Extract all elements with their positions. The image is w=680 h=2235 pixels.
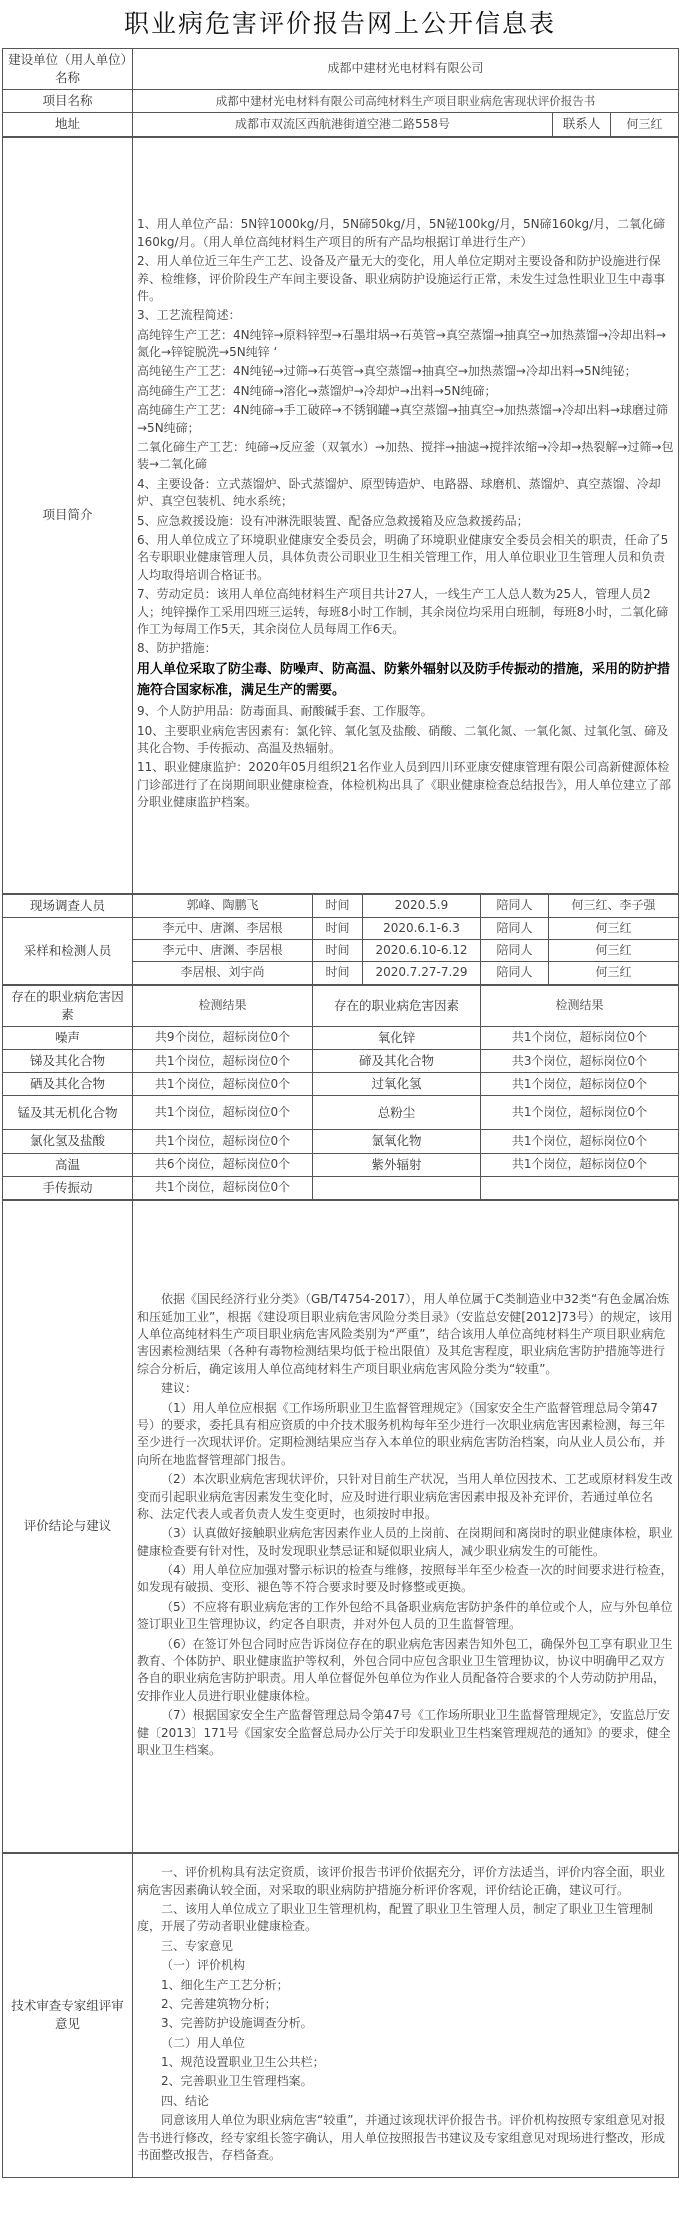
contact-value: 何三红: [611, 113, 679, 136]
hazard-row: [3, 1153, 679, 1176]
hazard-result: 共1个岗位，超标岗位0个: [133, 1176, 313, 1199]
hazard-result: 共1个岗位，超标岗位0个: [133, 1050, 313, 1073]
hazard-factor: 噪声: [3, 1027, 133, 1050]
hazard-factor: 氧化锌: [313, 1027, 481, 1050]
paragraph: 7、劳动定员：该用人单位高纯材料生产项目共计27人，一线生产工人总人数为25人，管理人员2人；纯锌操作工采用四班三运转，每班8小时工作制，其余岗位均采用白班制，每班8小时，二氧化碲作工为每周工作5天，其余岗位人员每周工作6天。: [137, 587, 669, 636]
paragraph: 9、个人防护用品：防毒面具、耐酸碱手套、工作服等。: [137, 704, 433, 719]
hazard-result: 共1个岗位，超标岗位0个: [133, 1073, 313, 1096]
survey-acc-label: 陪同人: [481, 894, 549, 917]
profile-content: [133, 137, 679, 893]
review-label: 技术审查专家组评审意见: [3, 1853, 133, 2177]
project-label: 项目名称: [3, 90, 133, 113]
paragraph: 依据《国民经济行业分类》（GB/T4754-2017），用人单位属于C类制造业中32类“有色金属冶炼和压延加工业”，根据《建设项目职业病危害风险分类目录》（安监总安健[2012]73号）的规定，该用人单位高纯材料生产项目职业病危害风险类别为“严重”，结合该用人单位高纯材料生产项目职业病危害因素检测结果（各种有毒物检测结果均低于检出限值）及其危害程度，职业病危害防护措施等进行综合分析后，确定该用人单位高纯材料生产项目职业病危害风险分类为“较重”。: [137, 1292, 673, 1376]
hazard-factor: 硒及其化合物: [3, 1073, 133, 1096]
paragraph: （6）在签订外包合同时应告诉岗位存在的职业病危害因素告知外包工，确保外包工享有职业卫生教育、个体防护、职业健康监护等权利，外包合同中应包含职业卫生管理协议，协议中明确甲乙双方各自的职业病危害防护职责。用人单位督促外包单位为作业人员配备符合要求的个人劳动防护用品，安排作业人员进行职业健康体检。: [137, 1636, 673, 1703]
hazard-rows: [3, 1027, 679, 1200]
survey-time: 2020.6.10-6.12: [363, 940, 481, 962]
hazard-row: [3, 1130, 679, 1153]
hazard-factor: 锰及其无机化合物: [3, 1096, 133, 1130]
survey-time: 2020.6.1-6.3: [363, 917, 481, 939]
hazard-factor: 氯氧化物: [313, 1130, 481, 1153]
hazard-factor: 过氧化氢: [313, 1073, 481, 1096]
hazard-factor: 锑及其化合物: [3, 1050, 133, 1073]
survey-time-label: 时间: [313, 894, 363, 917]
paragraph: 1、用人单位产品：5N锌1000kg/月，5N碲50kg/月，5N铋100kg/月，5N碲160kg/月，二氧化碲160kg/月。（用人单位高纯材料生产项目的所有产品均根据订单进行生产）: [137, 217, 666, 249]
paragraph: 二氧化碲生产工艺：纯碲→反应釜（双氧水）→加热、搅拌→抽滤→搅拌浓缩→冷却→热裂解→过筛→包装→二氧化碲: [137, 440, 674, 472]
hazard-row: [3, 1050, 679, 1073]
unit-label: 建设单位（用人单位）名称: [3, 49, 133, 90]
paragraph: 11、职业健康监护：2020年05月组织21名作业人员到四川环亚康安健康管理有限公司高新健源体检门诊部进行了在岗期间职业健康检查，体检机构出具了《职业健康检查总结报告》，用人单位建立了部分职业健康监护档案。: [137, 760, 672, 810]
hazard-factor: 紫外辐射: [313, 1153, 481, 1176]
conclusion-content: [133, 1200, 679, 1852]
hazard-result: 共1个岗位，超标岗位0个: [481, 1153, 679, 1176]
paragraph: 四、结论: [161, 2093, 210, 2108]
survey-time-label: 时间: [313, 940, 363, 962]
project-value: 成都中建材光电材料有限公司高纯材料生产项目职业病危害现状评价报告书: [133, 90, 679, 113]
conclusion-label: 评价结论与建议: [3, 1200, 133, 1852]
survey-time-label: 时间: [313, 962, 363, 984]
contact-label: 联系人: [553, 113, 611, 136]
hazard-factor: 高温: [3, 1153, 133, 1176]
hazard-factor: 手传振动: [3, 1176, 133, 1199]
survey-table: [2, 894, 679, 985]
paragraph: （1）用人单位应根据《工作场所职业卫生监督管理规定》（国家安全生产监督管理总局令第47号）的要求，委托具有相应资质的中介技术服务机构每年至少进行一次职业病危害因素检测，每三年至少进行一次现状评价。定期检测结果应当存入本单位的职业病危害防治档案，向从业人员公布，并向所在地监督管理部门报告。: [137, 1400, 666, 1467]
survey-acc-label: 陪同人: [481, 962, 549, 984]
paragraph: 3、完善防护设施调查分析。: [161, 2016, 313, 2031]
survey-acc-label: 陪同人: [481, 917, 549, 939]
survey-people: 李元中、唐渊、李居根: [133, 940, 313, 962]
hazard-result: 共1个岗位，超标岗位0个: [481, 1073, 679, 1096]
address-label: 地址: [3, 113, 133, 136]
unit-value: 成都中建材光电材料有限公司: [133, 49, 679, 90]
hazard-result: 共3个岗位，超标岗位0个: [481, 1050, 679, 1073]
hazard-factor: 碲及其化合物: [313, 1050, 481, 1073]
paragraph: （3）认真做好接触职业病危害因素作业人员的上岗前、在岗期间和离岗时的职业健康体检，职业健康检查要有针对性，及时发现职业禁忌证和疑似职业病人，减少职业病发生的可能性。: [137, 1526, 673, 1558]
paragraph: 1、细化生产工艺分析；: [161, 1977, 289, 1992]
hazard-result: 共1个岗位，超标岗位0个: [481, 1027, 679, 1050]
hazard-row: [3, 1176, 679, 1199]
survey-people: 李居根、刘宇尚: [133, 962, 313, 984]
conclusion-table: [2, 1200, 679, 1853]
paragraph: 6、用人单位成立了环境职业健康安全委员会，明确了环境职业健康安全委员会相关的职责，任命了5名专职职业健康管理人员，具体负责公司职业卫生相关管理工作，用人单位职业卫生管理人员和负责人均取得培训合格证书。: [137, 532, 669, 582]
paragraph: （4）用人单位应加强对警示标识的检查与维修，按照每半年至少检查一次的时间要求进行检查，如发现有破损、变形、褪色等不符合要求时要及时修整或更换。: [137, 1563, 673, 1595]
survey-acc: 何三红: [549, 940, 679, 962]
paragraph: 一、评价机构具有法定资质，该评价报告书评价依据充分，评价方法适当，评价内容全面，职业病危害因素确认较全面，对采取的职业病防护措施分析评价客观，评价结论正确，建议可行。: [137, 1865, 666, 1897]
hazard-result: 共1个岗位，超标岗位0个: [481, 1130, 679, 1153]
hazard-result: 共1个岗位，超标岗位0个: [481, 1096, 679, 1130]
paragraph: 4、主要设备：立式蒸馏炉、卧式蒸馏炉、原型铸造炉、电路器、球磨机、蒸馏炉、真空蒸馏、冷却炉、真空包装机、纯水系统；: [137, 476, 661, 509]
survey-acc: 何三红: [549, 917, 679, 939]
hazard-result: [481, 1176, 679, 1199]
hazard-header: 存在的职业病危害因素: [3, 985, 133, 1026]
paragraph: 8、防护措施：: [137, 641, 217, 656]
paragraph: 二、该用人单位成立了职业卫生管理机构，配置了职业卫生管理人员，制定了职业卫生管理制度，开展了劳动者职业健康检查。: [137, 1901, 654, 1934]
hazard-row: [3, 1027, 679, 1050]
survey-acc: 何三红、李子强: [549, 894, 679, 917]
hazard-table: [2, 985, 679, 1200]
survey-acc-label: 陪同人: [481, 940, 549, 962]
paragraph: （5）不应将有职业病危害的工作外包给不具备职业病危害防护条件的单位或个人，应与外包单位签订职业卫生管理协议，约定各自职责，并对外包人员的卫生监督管理。: [137, 1599, 673, 1632]
survey-role: 现场调查人员: [3, 894, 133, 917]
paragraph: （2）本次职业病危害现状评价，只针对目前生产状况，当用人单位因技术、工艺或原材料发生改变而引起职业病危害因素发生变化时，应及时进行职业病危害因素申报及补充评价，若通过单位名称、法定代表人或者负责人发生变更时，也须按时申报。: [137, 1472, 673, 1521]
paragraph: 3、工艺流程简述：: [137, 308, 241, 323]
paragraph: 高纯碲生产工艺：4N纯碲→手工破碎→不锈钢罐→真空蒸馏→抽真空→加热蒸馏→冷却出料→球磨过筛→5N纯碲；: [137, 403, 668, 435]
hazard-result: 共9个岗位，超标岗位0个: [133, 1027, 313, 1050]
review-table: [2, 1853, 679, 2178]
page-title: 职业病危害评价报告网上公开信息表: [123, 9, 556, 38]
paragraph: （一）评价机构: [161, 1958, 246, 1973]
paragraph: 1、规范设置职业卫生公共栏；: [161, 2055, 325, 2070]
hazard-header: 检测结果: [133, 985, 313, 1026]
hazard-result: 共6个岗位，超标岗位0个: [133, 1153, 313, 1176]
hazard-factor: 总粉尘: [313, 1096, 481, 1130]
survey-acc: 何三红: [549, 962, 679, 984]
paragraph: 2、完善职业卫生管理档案。: [161, 2074, 313, 2089]
survey-people: 李元中、唐渊、李居根: [133, 917, 313, 939]
address-value: 成都市双流区西航港街道空港二路558号: [133, 113, 553, 136]
hazard-row: [3, 1096, 679, 1130]
profile-table: [2, 137, 679, 894]
hazard-factor: [313, 1176, 481, 1199]
hazard-result: 共1个岗位，超标岗位0个: [133, 1096, 313, 1130]
profile-label: 项目简介: [3, 137, 133, 893]
survey-people: 郭峰、陶鹏飞: [133, 894, 313, 917]
survey-time: 2020.5.9: [363, 894, 481, 917]
hazard-factor: 氯化氢及盐酸: [3, 1130, 133, 1153]
sampling-role: 采样和检测人员: [3, 917, 133, 984]
paragraph: 5、应急救援设施：设有冲淋洗眼装置、配备应急救援箱及应急救援药品；: [137, 513, 529, 528]
hazard-result: 共1个岗位，超标岗位0个: [133, 1130, 313, 1153]
review-content: [133, 1853, 679, 2177]
basic-info-table: [2, 48, 679, 137]
paragraph: 三、专家意见: [161, 1938, 234, 1953]
hazard-row: [3, 1073, 679, 1096]
paragraph: （二）用人单位: [161, 2035, 246, 2050]
paragraph: 高纯碲生产工艺：4N纯碲→溶化→蒸馏炉→冷却炉→出料→5N纯碲；: [137, 383, 497, 398]
paragraph: 高纯锌生产工艺：4N纯锌→原料锌型→石墨坩埚→石英管→真空蒸馏→抽真空→加热蒸馏→冷却出料→氮化→锌锭脱洗→5N纯锌 ‘: [137, 327, 667, 360]
survey-time: 2020.7.27-7.29: [363, 962, 481, 984]
paragraph: 用人单位采取了防尘毒、防噪声、防高温、防紫外辐射以及防手传振动的措施，采用的防护措施符合国家标准，满足生产的需要。: [137, 661, 671, 698]
paragraph: 建议：: [161, 1381, 198, 1396]
paragraph: 高纯铋生产工艺：4N纯铋→过筛→石英管→真空蒸馏→抽真空→加热蒸馏→冷却出料→5N纯铋；: [137, 364, 637, 379]
paragraph: 2、完善建筑物分析；: [161, 1996, 277, 2011]
hazard-header: 检测结果: [481, 985, 679, 1026]
paragraph: （7）根据国家安全生产监督管理总局令第47号《工作场所职业卫生监督管理规定》，安监总厅安健〔2013〕171号《国家安全监督总局办公厅关于印发职业卫生档案管理规范的通知》的要求，健全职业卫生档案。: [137, 1708, 671, 1757]
survey-time-label: 时间: [313, 917, 363, 939]
paragraph: 同意该用人单位为职业病危害“较重”，并通过该现状评价报告书。评价机构按照专家组意见对报告书进行修改，经专家组长签字确认，用人单位按照报告书建议及专家组意见对现场进行整改，形成书面整改报告，存档备查。: [137, 2113, 666, 2163]
hazard-header: 存在的职业病危害因素: [313, 985, 481, 1026]
paragraph: 10、主要职业病危害因素有：氯化锌、氧化氢及盐酸、硝酸、二氧化氮、一氧化氮、过氧化氢、碲及其化合物、手传振动、高温及热辐射。: [137, 723, 669, 756]
paragraph: 2、用人单位近三年生产工艺、设备及产量无大的变化，用人单位定期对主要设备和防护设施进行保养、检维修，评价阶段生产车间主要设备、职业病防护设施运行正常，未发生过急性职业卫生中毒事件。: [137, 254, 666, 303]
